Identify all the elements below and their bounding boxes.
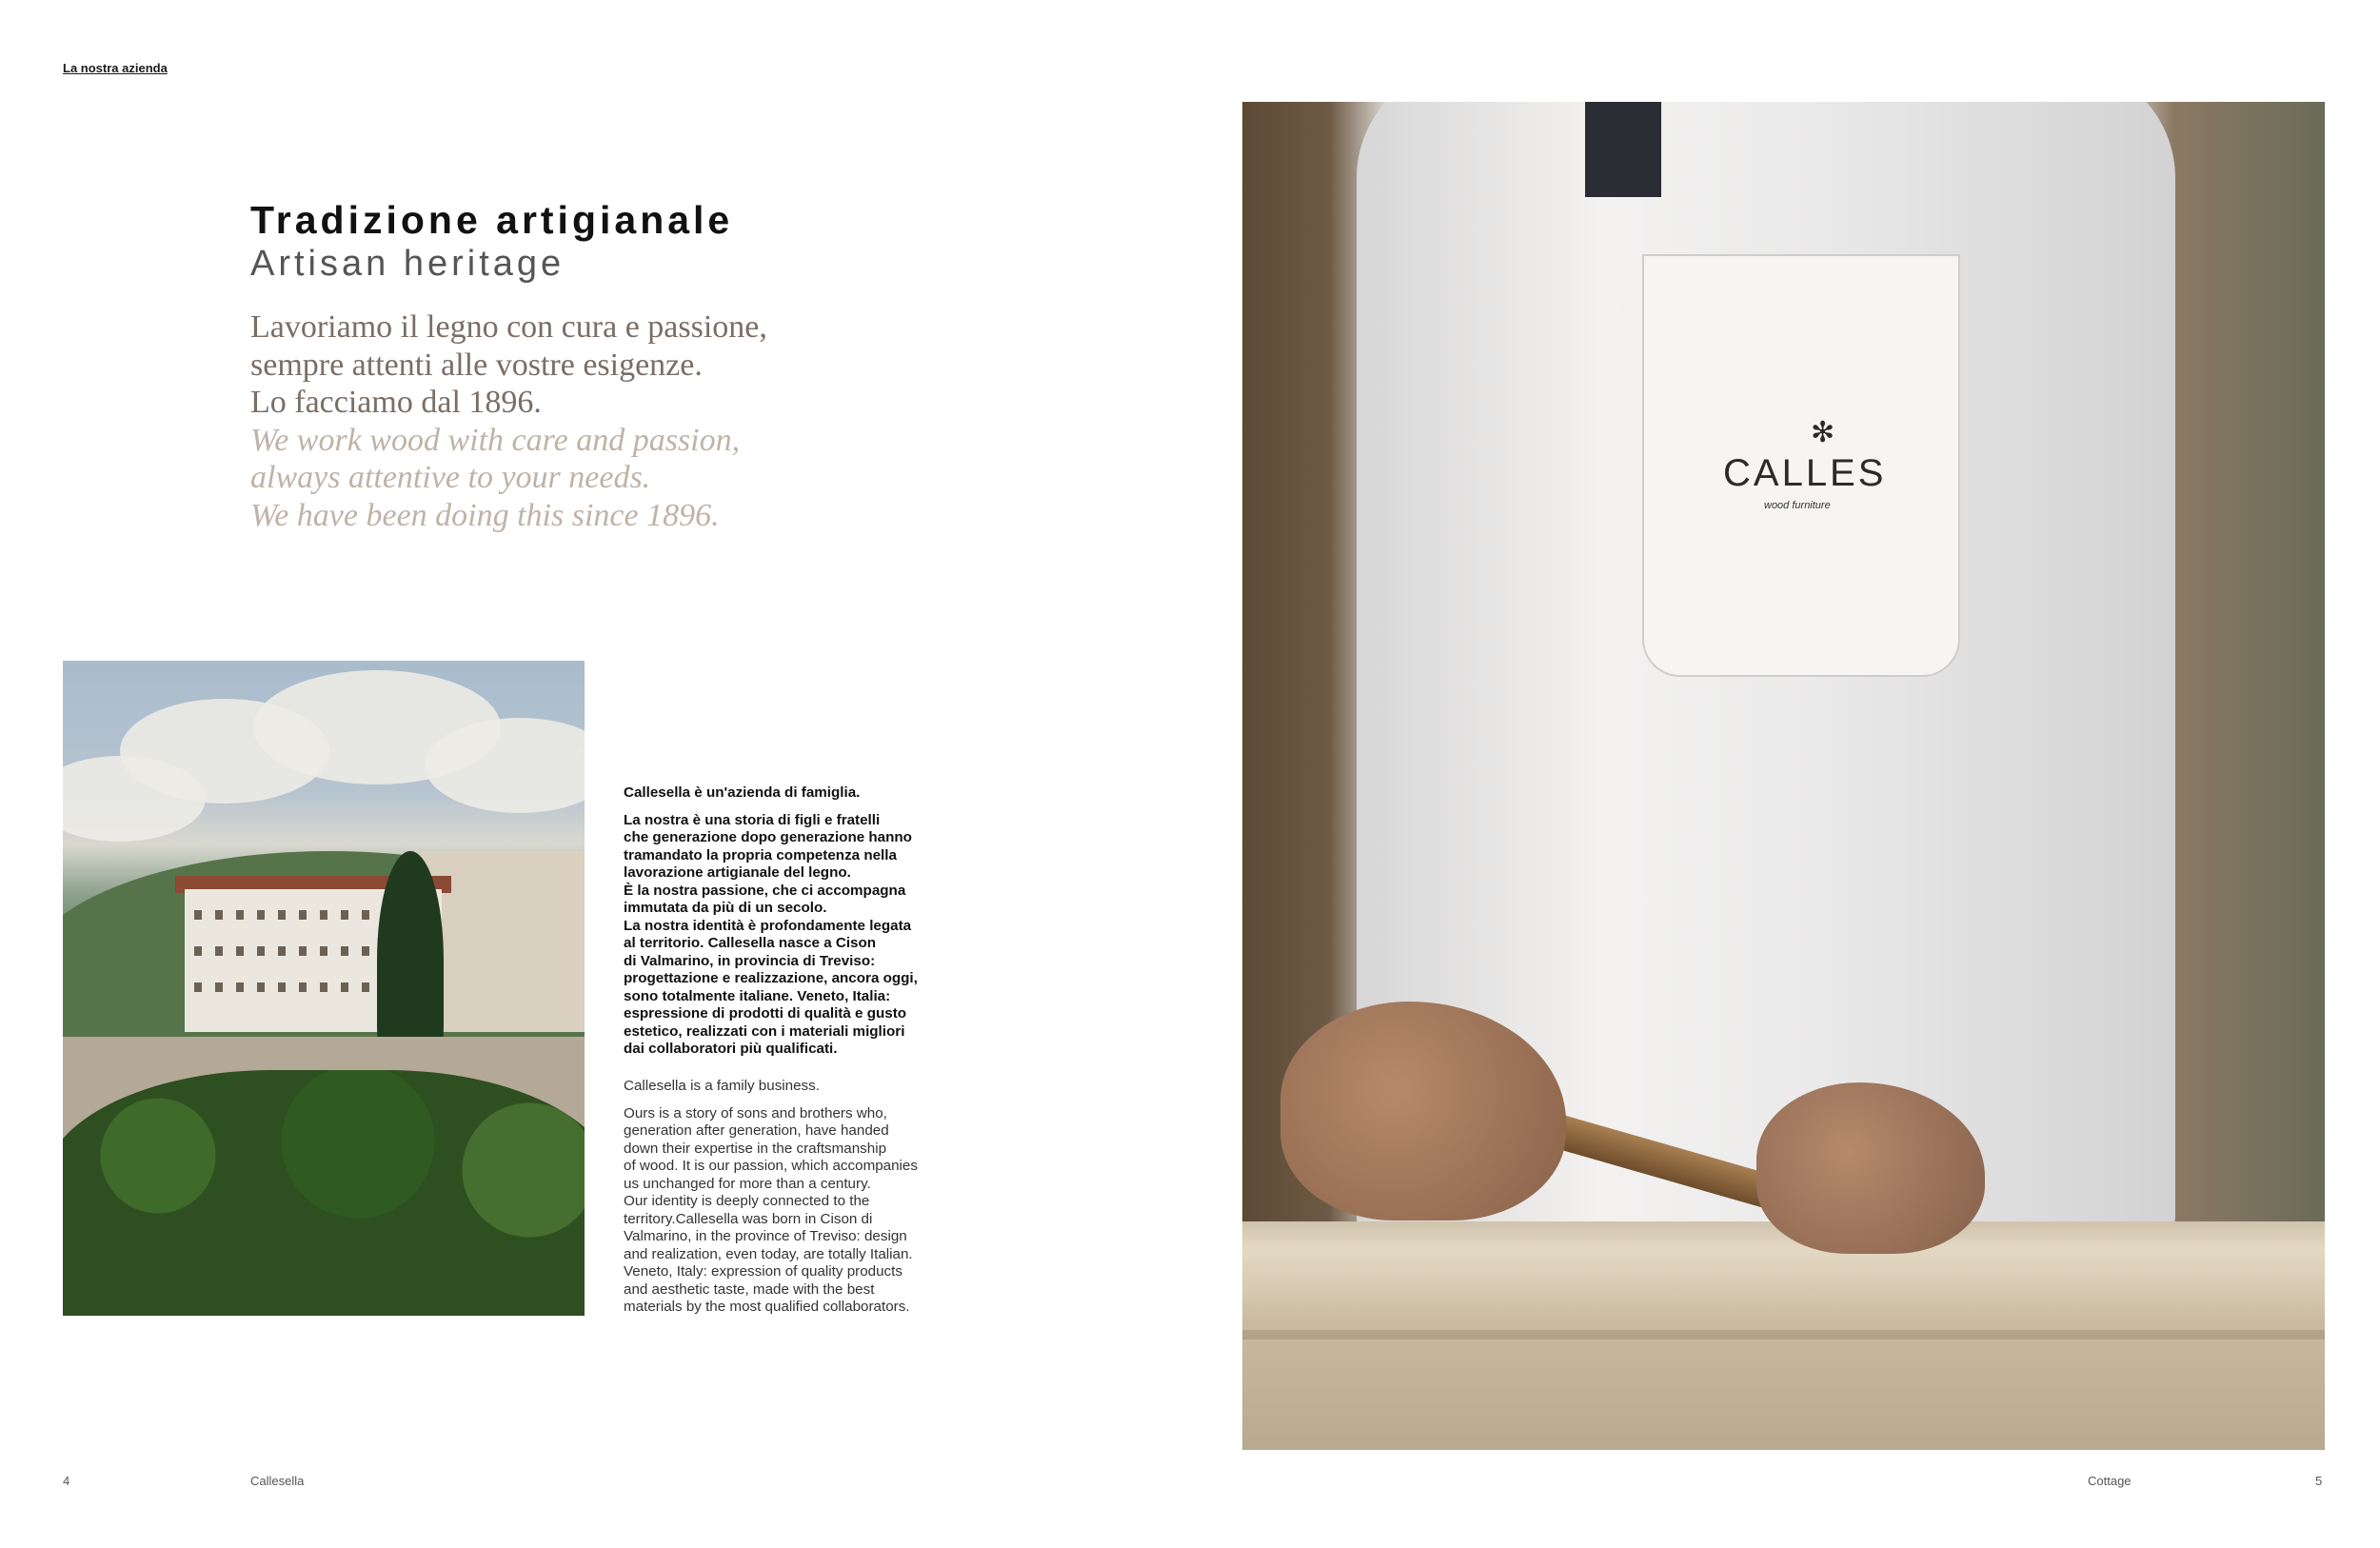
body-line: materials by the most qualified collaborators.	[624, 1299, 910, 1315]
page-title: Tradizione artigianale	[250, 198, 734, 242]
intro-line-en: We work wood with care and passion,	[250, 422, 741, 458]
intro-line-en: always attentive to your needs.	[250, 460, 651, 495]
page-number-left: 4	[63, 1474, 70, 1488]
body-line: estetico, realizzati con i materiali migliori	[624, 1022, 905, 1040]
brand-logo-icon: ✻	[1811, 417, 1835, 448]
body-line: espressione di prodotti di qualità e gusto	[624, 1005, 907, 1022]
body-line: sono totalmente italiane. Veneto, Italia:	[624, 987, 891, 1004]
carpenter-photo	[1242, 102, 2325, 1450]
body-line: Valmarino, in the province of Treviso: design	[624, 1228, 907, 1244]
footer-brand: Callesella	[250, 1474, 305, 1488]
body-line: and realization, even today, are totally Italian.	[624, 1245, 913, 1262]
body-line: Ours is a story of sons and brothers who,	[624, 1104, 887, 1121]
body-line: of wood. It is our passion, which accompanies	[624, 1158, 918, 1174]
body-line: us unchanged for more than a century.	[624, 1175, 871, 1192]
intro-line-it: Lo facciamo dal 1896.	[250, 385, 542, 420]
intro-line-en: We have been doing this since 1896.	[250, 497, 720, 533]
intro-line-it: sempre attenti alle vostre esigenze.	[250, 347, 703, 383]
body-text-english	[624, 1078, 976, 1326]
footer-collection: Cottage	[2088, 1474, 2132, 1488]
body-line: È la nostra passione, che ci accompagna	[624, 882, 906, 899]
body-line: che generazione dopo generazione hanno	[624, 829, 912, 845]
castle-photo	[63, 661, 585, 1316]
body-line: Veneto, Italy: expression of quality products	[624, 1263, 902, 1280]
coat-logo: CALLES	[1723, 452, 1887, 494]
body-line: La nostra identità è profondamente legata	[624, 917, 912, 934]
body-lead-en: Callesella is a family business.	[624, 1078, 820, 1094]
body-line: di Valmarino, in provincia di Treviso:	[624, 952, 876, 969]
body-lead-it: Callesella è un'azienda di famiglia.	[624, 784, 861, 801]
body-line: progettazione e realizzazione, ancora oggi,	[624, 970, 918, 986]
body-line: dai collaboratori più qualificati.	[624, 1041, 838, 1057]
page-subtitle: Artisan heritage	[250, 244, 565, 284]
intro-line-it: Lavoriamo il legno con cura e passione,	[250, 309, 767, 345]
body-text-italian	[624, 784, 976, 1068]
intro-quote	[250, 308, 860, 534]
body-line: tramandato la propria competenza nella	[624, 846, 897, 863]
body-line: and aesthetic taste, made with the best	[624, 1280, 875, 1298]
body-line: immutata da più di un secolo.	[624, 900, 827, 916]
body-line: lavorazione artigianale del legno.	[624, 864, 851, 881]
body-line: Our identity is deeply connected to the	[624, 1193, 870, 1209]
body-line: territory.Callesella was born in Cison di	[624, 1210, 873, 1227]
body-line: al territorio. Callesella nasce a Cison	[624, 935, 877, 951]
body-line: La nostra è una storia di figli e fratelli	[624, 811, 881, 828]
body-line: down their expertise in the craftsmanship	[624, 1140, 887, 1157]
page-number-right: 5	[2315, 1474, 2323, 1488]
section-label[interactable]: La nostra azienda	[63, 61, 168, 75]
coat-logo-subtitle: wood furniture	[1764, 500, 1831, 511]
body-line: generation after generation, have handed	[624, 1122, 889, 1139]
